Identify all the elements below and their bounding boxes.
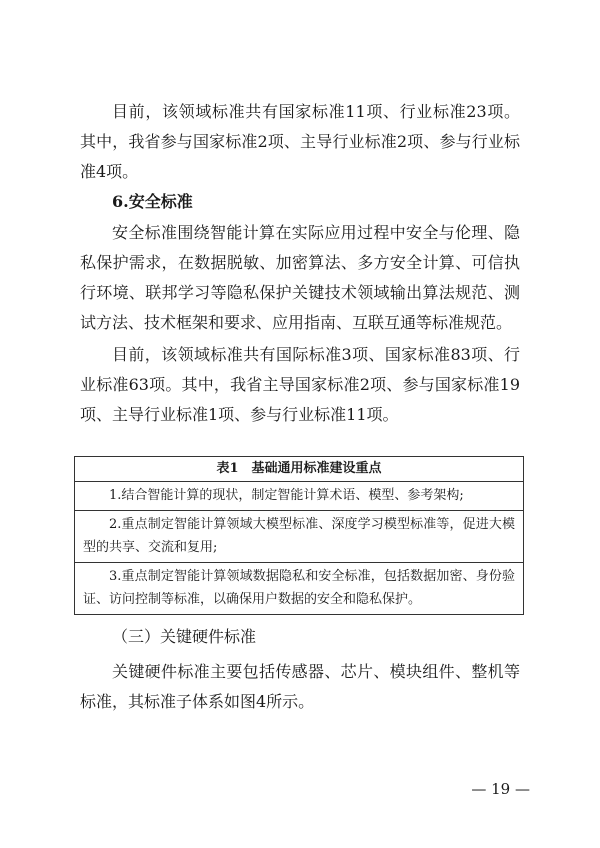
table-row: 1.结合智能计算的现状，制定智能计算术语、模型、参考架构; xyxy=(75,482,523,511)
paragraph-hardware-description: 关键硬件标准主要包括传感器、芯片、模块组件、整机等标准，其标准子体系如图4所示。 xyxy=(80,662,520,711)
page-number: — 19 — xyxy=(471,780,530,798)
heading-security-standards: 6.安全标准 xyxy=(112,192,193,211)
heading-key-hardware-standards: （三）关键硬件标准 xyxy=(112,627,257,646)
paragraph-security-description: 安全标准围绕智能计算在实际应用过程中安全与伦理、隐私保护需求，在数据脱敏、加密算法、多方安全计算、可信执行环境、联邦学习等隐私保护关键技术领域输出算法规范、测试方法、技术框架和要求、应用指南、互联互通等标准规范。 xyxy=(80,223,520,332)
table-basic-standards xyxy=(74,456,524,615)
table-row: 3.重点制定智能计算领域数据隐私和安全标准，包括数据加密、身份验证、访问控制等标准，以确保用户数据的安全和隐私保护。 xyxy=(83,569,515,607)
paragraph-standards-count: 目前，该领域标准共有国家标准11项、行业标准23项。其中，我省参与国家标准2项、主导行业标准2项、参与行业标准4项。 xyxy=(80,102,520,181)
table-title: 表1 基础通用标准建设重点 xyxy=(75,457,523,482)
table-row: 2.重点制定智能计算领域大模型标准、深度学习模型标准等，促进大模型的共享、交流和复用; xyxy=(75,511,523,563)
paragraph-security-count: 目前，该领域标准共有国际标准3项、国家标准83项、行业标准63项。其中，我省主导国家标准2项、参与国家标准19项、主导行业标准1项、参与行业标准11项。 xyxy=(80,345,520,424)
